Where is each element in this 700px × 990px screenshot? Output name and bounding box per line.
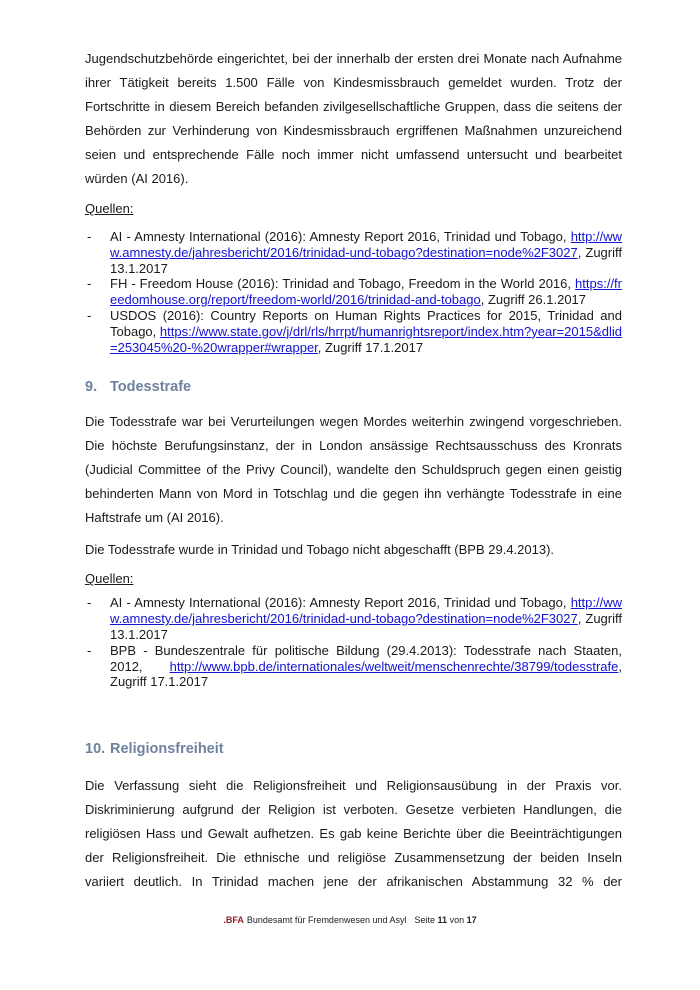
footer-seite-label: Seite	[414, 915, 436, 925]
source-item	[85, 643, 622, 690]
source-text: FH - Freedom House (2016): Trinidad and Tobago, Freedom in the World 2016,	[110, 276, 576, 292]
sources-label-2: Quellen:	[85, 571, 134, 587]
paragraph-religionsfreiheit: Die Verfassung sieht die Religionsfreiheit und Religionsausübung in der Praxis vor. Diskriminierung aufgrund der Religion ist verboten. Gesetze verbieten Handlungen, die religiösen Hass und Gewalt aufhetzen. Es gab keine Berichte über die Beeinträchtigungen der Religionsfreiheit. Die ethnische und religiöse Zusammensetzung der beiden Inseln variiert deutlich. In Trinidad machen jene der afrikanischen Abstammung 32 % der	[85, 778, 622, 890]
section-heading-todesstrafe	[85, 377, 622, 397]
source-item	[85, 308, 622, 355]
footer-page-number: 11	[437, 915, 448, 925]
source-item	[85, 595, 622, 642]
source-text: , Zugriff 17.1.2017	[110, 658, 622, 690]
section-number: 9.	[85, 379, 98, 396]
footer-page-total: 17	[466, 915, 477, 925]
source-list-1	[85, 229, 622, 355]
page-footer	[0, 914, 700, 926]
footer-page-info	[415, 915, 477, 925]
source-url-link[interactable]: http://www.bpb.de/internationales/weltweit/menschenrechte/38799/todesstrafe	[169, 658, 619, 674]
section-number: 10.	[85, 741, 106, 758]
source-text: , Zugriff 13.1.2017	[110, 244, 622, 276]
paragraph-todesstrafe-2: Die Todesstrafe wurde in Trinidad und Tobago nicht abgeschafft (BPB 29.4.2013).	[85, 542, 555, 558]
source-text: AI - Amnesty International (2016): Amnesty Report 2016, Trinidad und Tobago,	[110, 229, 571, 244]
paragraph-child-protection: Jugendschutzbehörde eingerichtet, bei der innerhalb der ersten drei Monate nach Aufnahme ihrer Tätigkeit bereits 1.500 Fälle von Kindesmissbrauch gemeldet wurden. Trotz der Fortschritte in diesem Bereich befanden zivilgesellschaftliche Gruppen, dass die seitens der Behörden zur Verhinderung von Kindesmissbrauch ergriffenen Maßnahmen unzureichend seien und entsprechende Fälle noch immer nicht umfassend untersucht und bearbeitet würden (AI 2016).	[85, 51, 622, 186]
source-url-link[interactable]: https://www.state.gov/j/drl/rls/hrrpt/humanrightsreport/index.htm?year=2015&dlid=253045%20-%20wrapper#wrapper	[110, 323, 622, 355]
footer-org-name: Bundesamt für Fremdenwesen und Asyl	[246, 915, 407, 925]
sources-label-1: Quellen:	[85, 201, 134, 216]
page-content	[85, 0, 622, 894]
source-item	[85, 276, 622, 308]
section-title: Todesstrafe	[110, 379, 192, 396]
source-item	[85, 229, 622, 276]
section-title: Religionsfreiheit	[110, 741, 224, 758]
source-url-link[interactable]: https://freedomhouse.org/report/freedom-world/2016/trinidad-and-tobago	[110, 276, 622, 308]
source-url-link[interactable]: http://www.amnesty.de/jahresbericht/2016/trinidad-und-tobago?destination=node%2F3027	[110, 229, 622, 260]
bfa-logo: .BFA	[223, 915, 244, 925]
source-text: AI - Amnesty International (2016): Amnesty Report 2016, Trinidad und Tobago,	[110, 595, 571, 611]
source-text: , Zugriff 17.1.2017	[317, 339, 424, 355]
source-text: BPB - Bundeszentrale für politische Bildung (29.4.2013): Todesstrafe nach Staaten, 2012,	[110, 642, 622, 674]
paragraph-todesstrafe-1: Die Todesstrafe war bei Verurteilungen wegen Mordes weiterhin zwingend vorgeschrieben. Die höchste Berufungsinstanz, der in London ansässige Rechtsausschuss des Kronrats (Judicial Committee of the Privy Council), wandelte den Schuldspruch gegen einen geistig behinderten Mann von Mord in Totschlag und die gegen ihn verhängte Todesstrafe in eine Haftstrafe um (AI 2016).	[85, 414, 622, 526]
section-heading-religionsfreiheit	[85, 739, 622, 759]
source-text: , Zugriff 13.1.2017	[110, 611, 622, 642]
source-text: USDOS (2016): Country Reports on Human Rights Practices for 2015, Trinidad and Tobago,	[110, 307, 622, 339]
source-url-link[interactable]: http://www.amnesty.de/jahresbericht/2016/trinidad-und-tobago?destination=node%2F3027	[110, 595, 622, 627]
source-text: , Zugriff 26.1.2017	[480, 292, 587, 308]
source-list-2	[85, 595, 622, 690]
footer-von-label: von	[449, 915, 465, 925]
